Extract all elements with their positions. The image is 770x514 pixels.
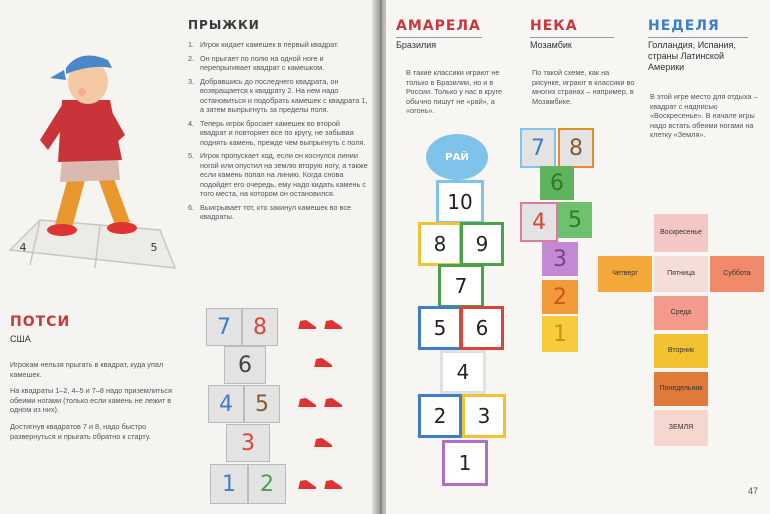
potsi-paragraph-3: Достигнув квадратов 7 и 8, надо быстро развернуться и прыгать обратно к старту. — [10, 422, 151, 441]
nedelya-cell-friday: Пятница — [654, 256, 708, 292]
nedelya-cell-earth: ЗЕМЛЯ — [654, 410, 708, 446]
amarela-cell-10: 10 — [436, 180, 484, 224]
rule-item: 4. Теперь игрок бросает камешек во второй квадрат и повторяет все по кругу, не забывая поднять камень, прежде чем выпрыгнуть с поля. — [188, 118, 366, 147]
amarela-cell-9: 9 — [460, 222, 504, 266]
rule-item: 5. Игрок пропускает ход, если он коснулся линии ногой или опустил на землю вторую ногу, а также если камень попал на линию. Когда снова подойдет его очередь, ему надо кидать камень с того места, на котором он остановился. — [188, 151, 368, 198]
rule-item: 3. Добравшись до последнего квадрата, он возвращается к квадрату 2. На нем надо остановиться и подобрать камешек с квадрата 1, а затем выпрыгнуть за пределы поля. — [188, 76, 368, 114]
sneaker-icon — [296, 478, 318, 492]
sneaker-icon — [296, 396, 318, 410]
right-page — [386, 0, 770, 514]
rule-item: 1. Игрок кидает камешек в первый квадрат. — [188, 40, 339, 49]
nedelya-cell-wednesday: Среда — [654, 296, 708, 330]
amarela-cell-5: 5 — [418, 306, 462, 350]
potsi-paragraph-1: Игрокам нельзя прыгать в квадрат, куда упал камешек. — [10, 360, 164, 379]
sneaker-icon — [312, 436, 334, 450]
potsi-cell-4: 4 — [208, 385, 244, 423]
potsi-cell-7: 7 — [206, 308, 242, 346]
neka-cell-3: 3 — [542, 242, 578, 276]
amarela-text: В такие классики играют не только в Бразилии, но и в России. Только у нас в круге обычно пишут не «рай», а «огонь». — [406, 68, 503, 115]
neka-cell-6: 6 — [540, 166, 574, 200]
sneaker-icon — [322, 396, 344, 410]
page-number: 47 — [748, 486, 759, 496]
amarela-cell-4: 4 — [440, 350, 486, 394]
nedelya-cell-tuesday: Вторник — [654, 334, 708, 368]
potsi-cell-6: 6 — [224, 346, 266, 384]
neka-cell-8: 8 — [558, 128, 594, 168]
sneaker-icon — [322, 478, 344, 492]
amarela-cell-8: 8 — [418, 222, 462, 266]
neka-title: НЕКА — [530, 18, 578, 34]
potsi-cell-3: 3 — [226, 424, 270, 462]
nedelya-country: Голландия, Испания, страны Латинской Америки — [648, 40, 736, 72]
amarela-country: Бразилия — [396, 40, 437, 50]
potsi-paragraph-2: На квадраты 1–2, 4–5 и 7–8 надо приземлиться обеими ногами (только если камень не лежит в одном из них). — [10, 386, 172, 414]
sneaker-icon — [312, 356, 334, 370]
rule-item: 6. Выигрывает тот, кто закинул камешек во все квадраты. — [188, 202, 352, 221]
neka-cell-5: 5 — [558, 202, 592, 238]
amarela-cell-1: 1 — [442, 440, 488, 486]
nedelya-cell-saturday: Суббота — [710, 256, 764, 292]
potsi-cell-2: 2 — [248, 464, 286, 504]
jumps-title: ПРЫЖКИ — [188, 18, 260, 32]
amarela-cell-2: 2 — [418, 394, 462, 438]
potsi-country: США — [10, 334, 31, 344]
left-page — [0, 0, 378, 514]
nedelya-cell-thursday: Четверг — [598, 256, 652, 292]
title-underline — [648, 37, 748, 38]
amarela-title: АМАРЕЛА — [396, 18, 481, 34]
neka-cell-7: 7 — [520, 128, 556, 168]
potsi-cell-5: 5 — [244, 385, 280, 423]
title-underline — [396, 37, 482, 38]
amarela-cell-3: 3 — [462, 394, 506, 438]
amarela-rai-circle: РАЙ — [426, 134, 488, 180]
potsi-title: ПОТСИ — [10, 314, 71, 330]
neka-cell-1: 1 — [542, 316, 578, 352]
neka-cell-4: 4 — [520, 202, 558, 242]
amarela-cell-6: 6 — [460, 306, 504, 350]
neka-cell-2: 2 — [542, 280, 578, 314]
neka-text: По такой схеме, как на рисунке, играют в классики во многих странах – например, в Мозамбике. — [532, 68, 635, 106]
title-underline — [530, 37, 614, 38]
sneaker-icon — [296, 318, 318, 332]
nedelya-cell-sunday: Воскресенье — [654, 214, 708, 252]
neka-country: Мозамбик — [530, 40, 572, 50]
rule-item: 2. Он прыгает по полю на одной ноге и перепрыгивает квадрат с камешком. — [188, 53, 325, 72]
illustration-number-5: 5 — [150, 240, 158, 254]
sneaker-icon — [322, 318, 344, 332]
amarela-cell-7: 7 — [438, 264, 484, 308]
nedelya-title: НЕДЕЛЯ — [648, 18, 720, 34]
jumps-rules-list — [188, 40, 368, 226]
potsi-cell-8: 8 — [242, 308, 278, 346]
nedelya-text: В этой игре место для отдыха – квадрат с надписью «Воскресенье». В начале игры надо встать обеими ногами на клетку «Земля». — [650, 92, 758, 139]
potsi-cell-1: 1 — [210, 464, 248, 504]
nedelya-cell-monday: Понедельник — [654, 372, 708, 406]
illustration-number-4: 4 — [19, 240, 27, 254]
